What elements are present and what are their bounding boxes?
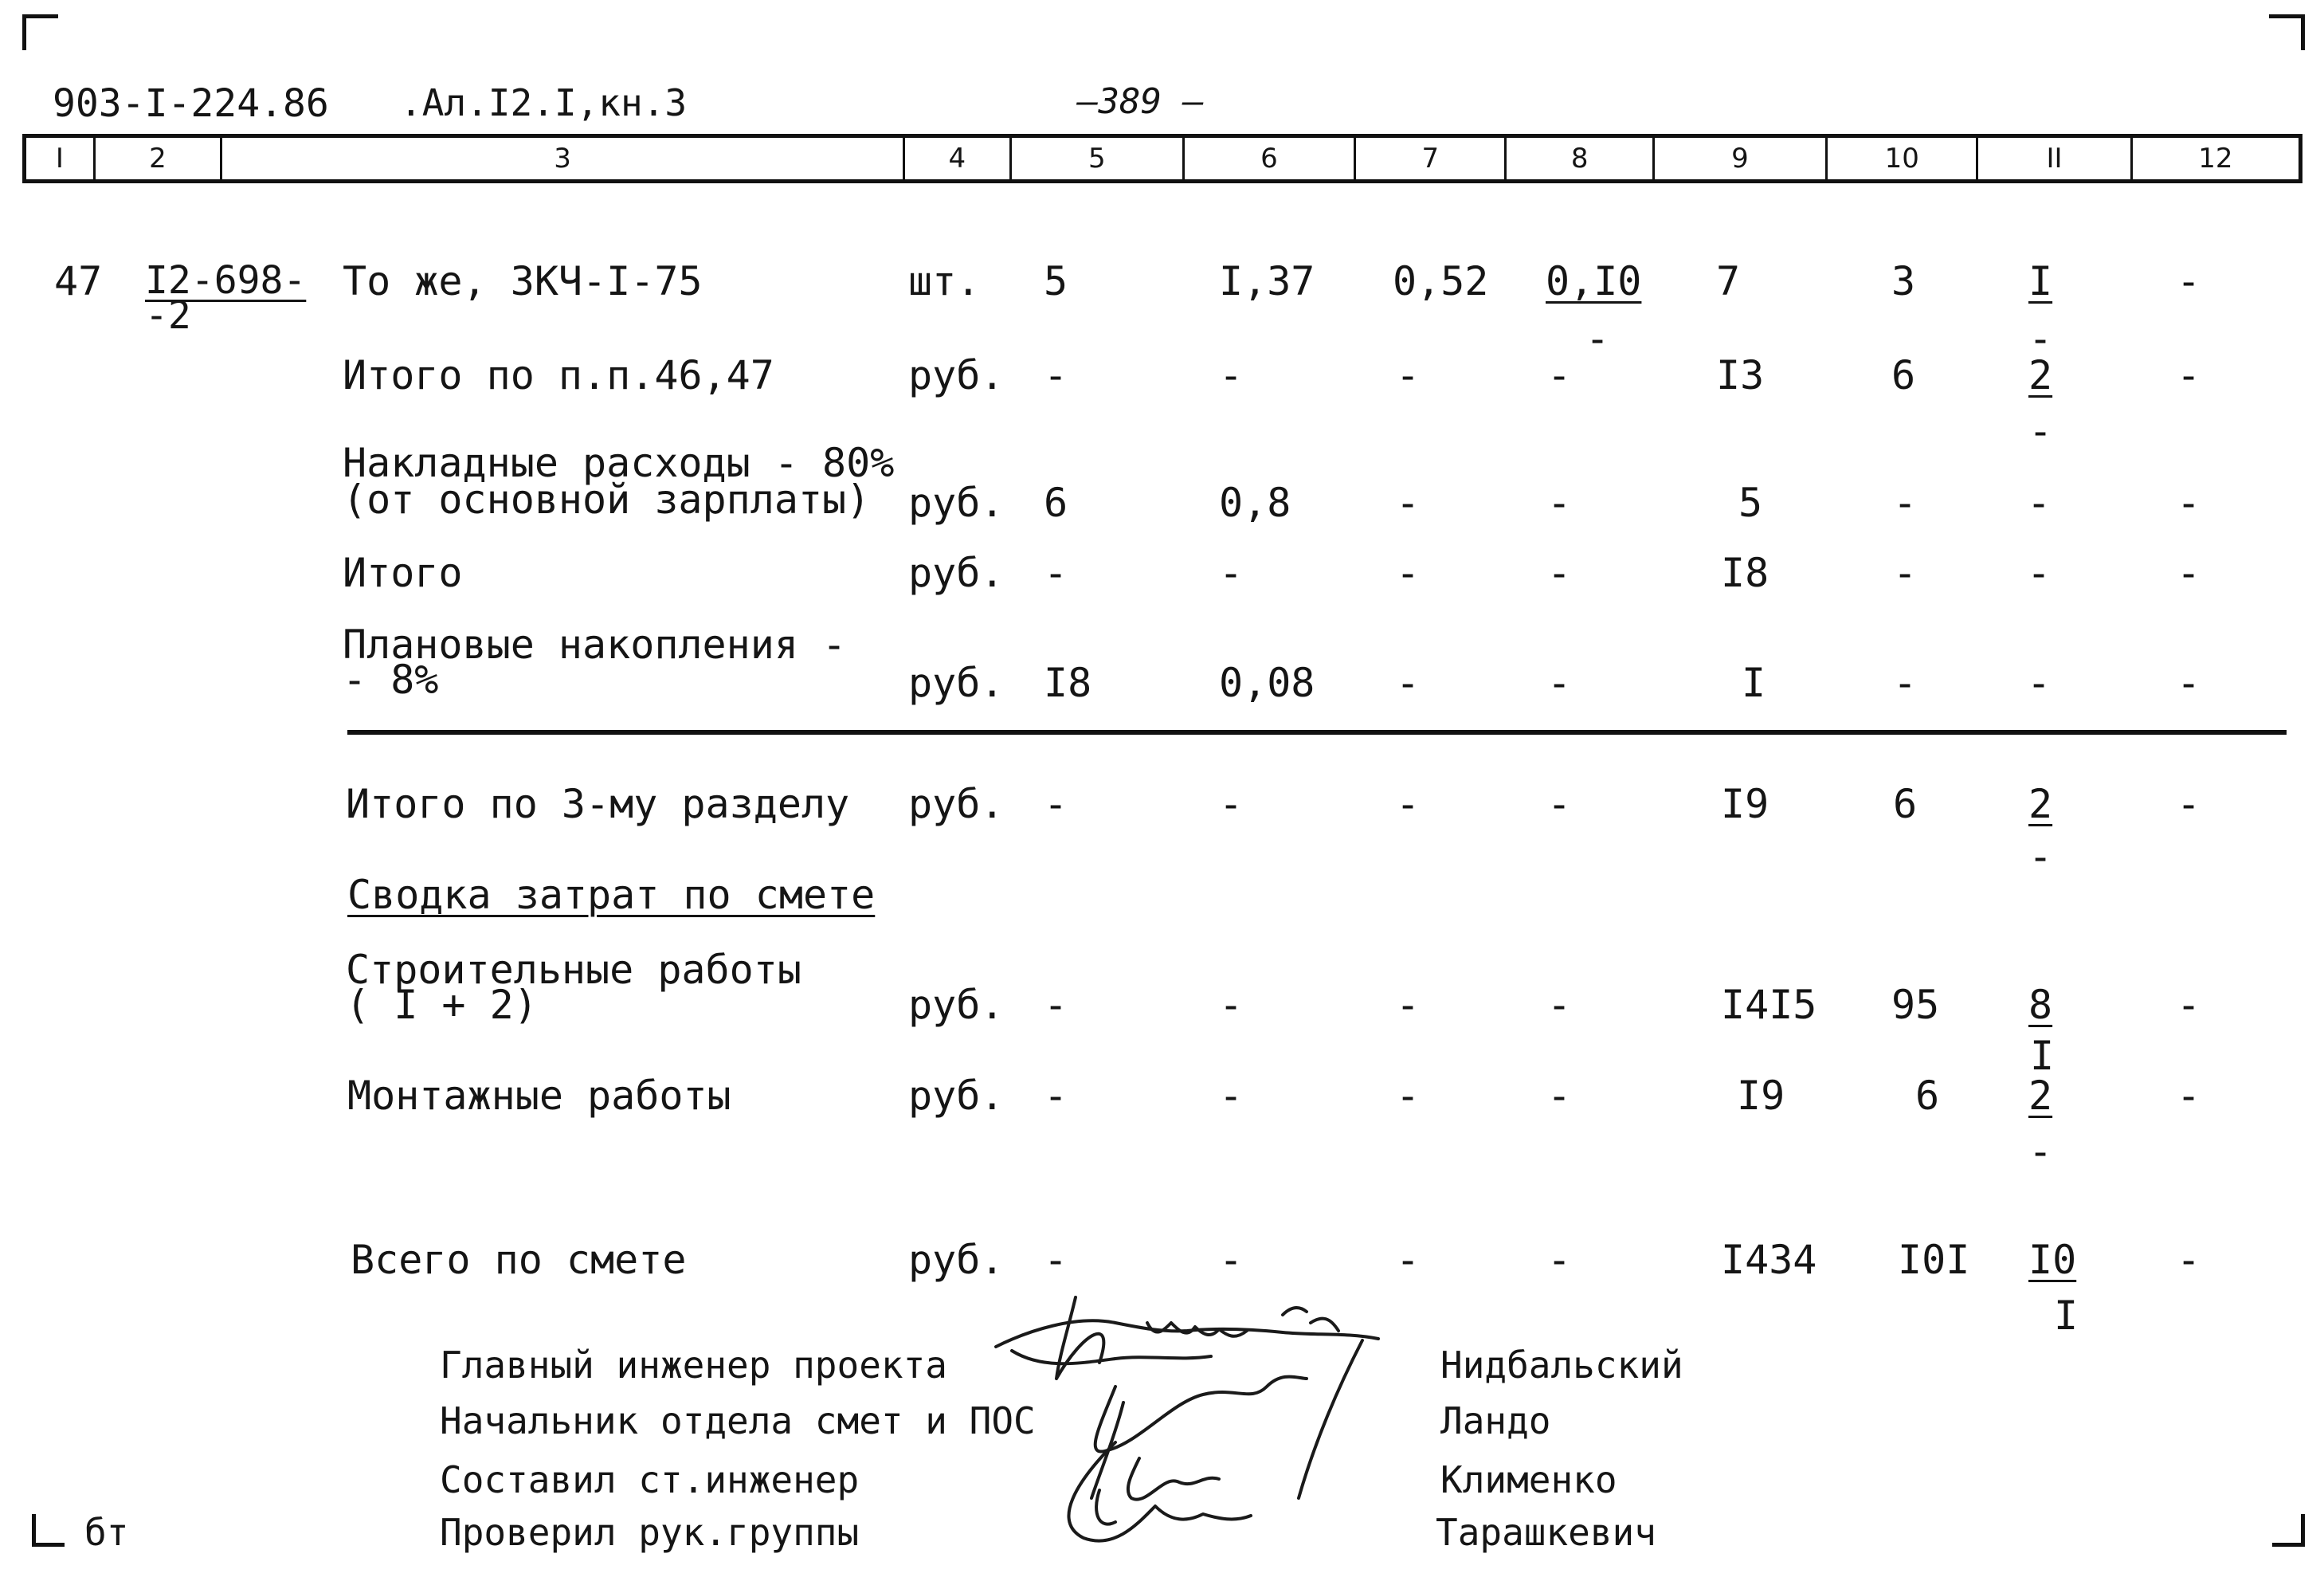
column-header: I: [26, 138, 96, 179]
signatory-name: Нидбальский: [1440, 1344, 1683, 1387]
item-code: I2-698-: [145, 258, 307, 303]
signatory-name: Тарашкевич: [1436, 1511, 1656, 1554]
column-header: 6: [1185, 138, 1356, 179]
cell-col7: -: [1396, 480, 1421, 526]
cell-col11-sub: -: [2028, 834, 2053, 880]
cell-col11: 2: [2028, 352, 2053, 398]
column-header: 5: [1012, 138, 1185, 179]
cell-col8: -: [1547, 1073, 1572, 1119]
cell-col8: -: [1547, 480, 1572, 526]
cell-col5: -: [1044, 550, 1068, 596]
item-name: Всего по смете: [351, 1237, 687, 1283]
cell-col10: I0I: [1898, 1237, 1970, 1283]
unit: шт.: [908, 258, 981, 304]
cell-col10: 6: [1893, 781, 1918, 827]
signatory-role: Главный инженер проекта: [440, 1344, 947, 1387]
cell-col9: 7: [1716, 258, 1741, 304]
cell-col5: -: [1044, 982, 1068, 1028]
cell-col11-sub: I: [2054, 1293, 2079, 1339]
cell-col12: -: [2177, 1073, 2201, 1119]
cell-col8: -: [1547, 550, 1572, 596]
page-number: —389 —: [1077, 81, 1204, 122]
cell-col6: -: [1219, 781, 1244, 827]
cell-col7: -: [1396, 982, 1421, 1028]
unit: руб.: [908, 660, 1005, 706]
item-name: Итого: [343, 550, 463, 596]
item-name-cont: (от основной зарплаты): [343, 477, 871, 523]
column-header: 3: [222, 138, 905, 179]
unit: руб.: [908, 781, 1005, 827]
cell-col8: -: [1547, 352, 1572, 398]
cell-col11-sub: -: [2028, 316, 2053, 362]
cell-col9: I8: [1721, 550, 1769, 596]
column-header: 2: [96, 138, 222, 179]
cell-col7: -: [1396, 1073, 1421, 1119]
signatory-name: Клименко: [1440, 1458, 1617, 1501]
cell-col6: -: [1219, 1237, 1244, 1283]
cell-col12: -: [2177, 982, 2201, 1028]
cell-col7: -: [1396, 781, 1421, 827]
cell-col8: -: [1547, 660, 1572, 706]
item-name-cont: ( I + 2): [346, 982, 538, 1028]
signatory-name: Ландо: [1440, 1399, 1551, 1442]
corner-mark-bottom-right: [2272, 1514, 2305, 1547]
cell-col10: -: [1893, 550, 1918, 596]
column-header: 9: [1655, 138, 1828, 179]
cell-col11: 8: [2028, 982, 2053, 1028]
cell-col5: 6: [1044, 480, 1068, 526]
cell-col11-sub: I: [2030, 1033, 2055, 1079]
cell-col12: -: [2177, 550, 2201, 596]
cell-col6: -: [1219, 1073, 1244, 1119]
cell-col6: -: [1219, 550, 1244, 596]
cell-col11: -: [2027, 550, 2052, 596]
item-name: Монтажные работы: [347, 1073, 731, 1119]
row-number: 47: [54, 258, 103, 304]
cell-col6: 0,08: [1219, 660, 1315, 706]
corner-mark-top-left: [22, 14, 58, 50]
cell-col9: 5: [1738, 480, 1763, 526]
cell-col9: I: [1742, 660, 1766, 706]
unit: руб.: [908, 480, 1005, 526]
column-header: 10: [1828, 138, 1978, 179]
cell-col10: 6: [1891, 352, 1916, 398]
unit: руб.: [908, 1237, 1005, 1283]
cell-col8-sub: -: [1585, 316, 1610, 362]
cell-col5: -: [1044, 352, 1068, 398]
corner-mark-bottom-left: [32, 1514, 65, 1547]
cell-col8: -: [1547, 982, 1572, 1028]
column-header: 4: [905, 138, 1012, 179]
unit: руб.: [908, 352, 1005, 398]
item-code-cont: -2: [145, 293, 191, 338]
unit: руб.: [908, 982, 1005, 1028]
column-header: 8: [1507, 138, 1654, 179]
cell-col10: -: [1893, 660, 1918, 706]
cell-col7: -: [1396, 1237, 1421, 1283]
cell-col11: 2: [2028, 1073, 2053, 1119]
cell-col9: I434: [1721, 1237, 1817, 1283]
cell-col9: I9: [1721, 781, 1769, 827]
unit: руб.: [908, 1073, 1005, 1119]
cell-col10: -: [1893, 480, 1918, 526]
cell-col11-sub: -: [2028, 1128, 2053, 1175]
signatory-role: Проверил рук.группы: [440, 1511, 860, 1554]
cell-col12: -: [2177, 258, 2201, 304]
cell-col10: 95: [1891, 982, 1940, 1028]
item-name: Итого по п.п.46,47: [343, 352, 774, 398]
column-header: 12: [2198, 143, 2233, 175]
cell-col11: I: [2028, 258, 2053, 304]
cell-col10: 6: [1915, 1073, 1940, 1119]
item-name: Накладные расходы - 80%: [343, 440, 895, 486]
cell-col10: 3: [1891, 258, 1916, 304]
corner-mark-top-right: [2269, 14, 2305, 50]
cell-col7: -: [1396, 550, 1421, 596]
item-name: То же, ЗКЧ-I-75: [343, 258, 703, 304]
signatory-role: Начальник отдела смет и ПОС: [440, 1399, 1036, 1442]
column-header: II: [1978, 138, 2132, 179]
cell-col8: -: [1547, 781, 1572, 827]
column-header: 7: [1356, 138, 1507, 179]
cell-col5: -: [1044, 1237, 1068, 1283]
cell-col7: -: [1396, 660, 1421, 706]
cell-col6: -: [1219, 982, 1244, 1028]
cell-col11: 2: [2028, 781, 2053, 827]
section-divider: [347, 730, 2287, 735]
cell-col9: I3: [1716, 352, 1765, 398]
summary-title: Сводка затрат по смете: [347, 872, 876, 918]
cell-col11-sub: -: [2028, 408, 2053, 454]
cell-col9: I9: [1737, 1073, 1785, 1119]
cell-col6: I,37: [1219, 258, 1315, 304]
footer-mark: бт: [84, 1511, 129, 1554]
cell-col8: -: [1547, 1237, 1572, 1283]
cell-col8: 0,I0: [1546, 258, 1642, 304]
cell-col12: -: [2177, 781, 2201, 827]
cell-col9: I4I5: [1721, 982, 1817, 1028]
cell-col11: -: [2027, 480, 2052, 526]
item-name: Плановые накопления -: [343, 622, 847, 668]
cell-col11: I0: [2028, 1237, 2077, 1283]
signatory-role: Составил ст.инженер: [440, 1458, 860, 1501]
item-name: Строительные работы: [346, 947, 801, 993]
cell-col7: 0,52: [1393, 258, 1489, 304]
cell-col7: -: [1396, 352, 1421, 398]
cell-col12: -: [2177, 480, 2201, 526]
column-header-row: [22, 134, 2302, 183]
unit: руб.: [908, 550, 1005, 596]
cell-col5: -: [1044, 1073, 1068, 1119]
cell-col12: -: [2177, 352, 2201, 398]
handwritten-signature: [980, 1283, 1426, 1562]
cell-col5: I8: [1044, 660, 1092, 706]
album-reference: .Ал.I2.I,кн.3: [400, 81, 688, 124]
cell-col5: -: [1044, 781, 1068, 827]
cell-col11: -: [2027, 660, 2052, 706]
cell-col6: -: [1219, 352, 1244, 398]
document-code: 903-I-224.86: [53, 81, 329, 126]
item-name: Итого по 3-му разделу: [346, 781, 850, 827]
cell-col12: -: [2177, 660, 2201, 706]
cell-col6: 0,8: [1219, 480, 1291, 526]
cell-col5: 5: [1044, 258, 1068, 304]
item-name-cont: - 8%: [343, 657, 439, 703]
cell-col12: -: [2177, 1237, 2201, 1283]
